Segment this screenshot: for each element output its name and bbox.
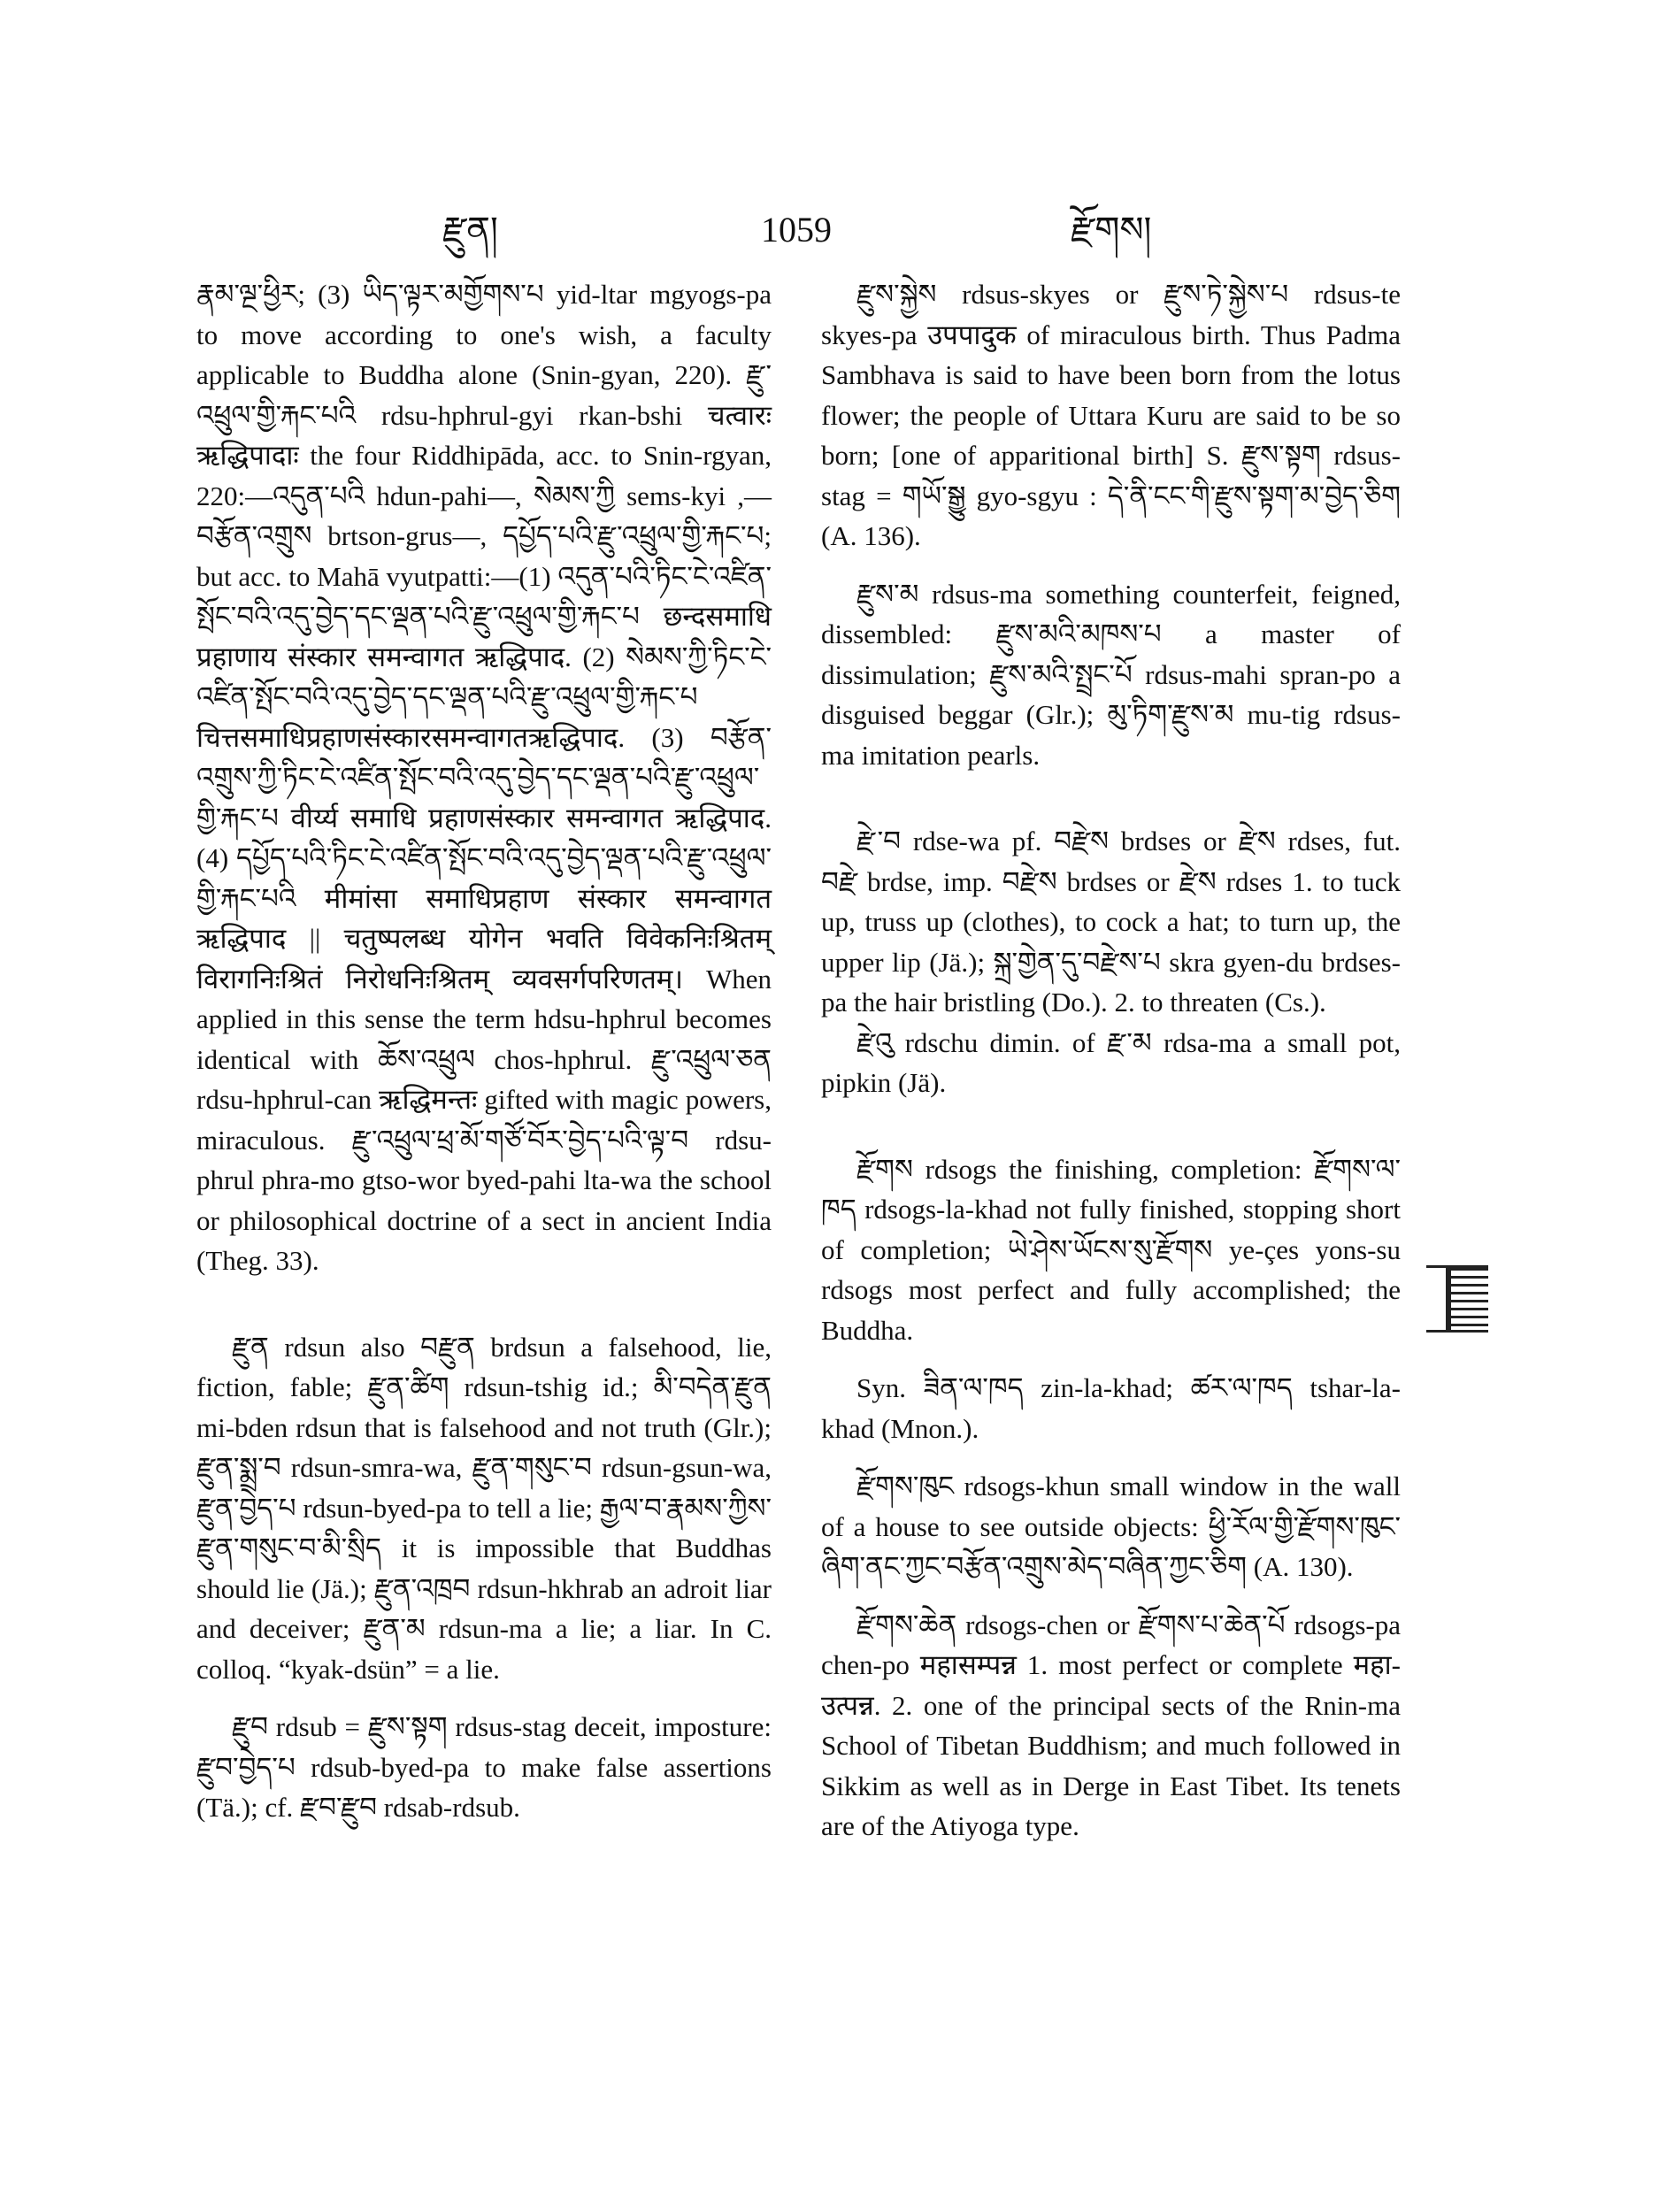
entry-rdsub: རྫུབ rdsub = རྫུས་སྟག rdsus-stag deceit, imposture: རྫུབ་བྱེད་པ rdsub-byed-pa to make false assertions (Tä.); cf. རྫབ་རྫུབ rdsab-rdsub. — [196, 1711, 772, 1823]
entry-rdschu: རྫེའུ rdschu dimin. of རྫ་མ rdsa-ma a small pot, pipkin (Jä). — [821, 1026, 1401, 1098]
left-column — [196, 274, 772, 1828]
entry-rdse-wa: རྫེ་བ rdse-wa pf. བརྫེས brdses or རྫེས rdses, fut. བརྫེ brdse, imp. བརྫེས brdses or རྫེས rdses 1. to tuck up, truss up (clothes), to cock a hat; to turn up, the upper lip (Jä.); སྐྲ་གྱེན་དུ་བརྫེས་པ skra gyen-du brdses-pa the hair bristling (Do.). 2. to threaten (Cs.). — [821, 826, 1401, 1018]
entry-rdsogs: རྫོགས rdsogs the finishing, completion: རྫོགས་ལ་ཁད rdsogs-la-khad not fully finished, stopping short of completion; ཡེ་ཤེས་ཡོངས་སུ་རྫོགས ye-çes yons-su rdsogs most perfect and fully accomplished; the Buddha. — [821, 1153, 1401, 1346]
page-number: 1059 — [761, 210, 832, 250]
entry-rdsogs-khun: རྫོགས་ཁུང rdsogs-khun small window in the wall of a house to see outside objects: ཕྱི་རོལ་གྱི་རྫོགས་ཁུང་ཞིག་ནང་ཀྱང་བརྩོན་འགྲུས་མེད་བཞིན་ཀྱང་ཅིག (A. 130). — [821, 1471, 1401, 1582]
page-header-right-word: རྫོགས། — [1071, 210, 1152, 250]
page-header-left-word: རྫུན། — [442, 210, 498, 250]
entry-rdsogs-chen: རྫོགས་ཆེན rdsogs-chen or རྫོགས་པ་ཆེན་པོ rdsogs-pa chen-po महासम्पन्न 1. most perfect or complete महा-उत्पन्न. 2. one of the principal sects of the Rnin-ma School of Tibetan Buddhism; and much followed in Sikkim as well as in Derge in East Tibet. Its tenets are of the Atiyoga type. — [821, 1609, 1401, 1841]
thumb-index-mark — [1426, 1265, 1488, 1333]
entry-rdsus-ma: རྫུས་མ rdsus-ma something counterfeit, feigned, dissembled: རྫུས་མའི་མཁས་པ a master of dissimulation; རྫུས་མའི་སྤྲང་པོ rdsus-mahi spran-po a disguised beggar (Glr.); མུ་ཏིག་རྫུས་མ mu-tig rdsus-ma imitation pearls. — [821, 578, 1401, 771]
entry-rdsus-skyes: རྫུས་སྐྱེས rdsus-skyes or རྫུས་ཏེ་སྐྱེས་པ rdsus-te skyes-pa उपपादुक of miraculous birth. Thus Padma Sambhava is said to have been born from the lotus flower; the people of Uttara Kuru are said to be so born; [one of apparitional birth] S. རྫུས་སྟག rdsus-stag = གཡོ་སྒྱུ gyo-sgyu : དེ་ནི་ངང་གི་རྫུས་སྟག་མ་བྱེད་ཅིག (A. 136). — [821, 279, 1401, 551]
right-column — [821, 274, 1401, 1847]
entry-synonyms: Syn. ཟིན་ལ་ཁད zin-la-khad; ཚར་ལ་ཁད tshar-la-khad (Mnon.). — [821, 1372, 1401, 1444]
entry-rdsun: རྫུན rdsun also བརྫུན brdsun a falsehood, lie, fiction, fable; རྫུན་ཚིག rdsun-tshig id.; མི་བདེན་རྫུན mi-bden rdsun that is falsehood and not truth (Glr.); རྫུན་སྨྲ་བ rdsun-smra-wa, རྫུན་གསུང་བ rdsun-gsun-wa, རྫུན་བྱེད་པ rdsun-byed-pa to tell a lie; རྒྱལ་བ་རྣམས་ཀྱིས་རྫུན་གསུང་བ་མི་སྲིད it is impossible that Buddhas should lie (Jä.); རྫུན་འཁྲབ rdsun-hkhrab an adroit liar and deceiver; རྫུན་མ rdsun-ma a lie; a liar. In C. colloq. “kyak-dsün” = a lie. — [196, 1331, 772, 1685]
entry-rdsu-hphrul-continued: རྣམ་ལྔ་ཕྱིར; (3) ཡིད་ལྟར་མགྱོགས་པ yid-ltar mgyogs-pa to move according to one's wish, a faculty applicable to Buddha alone (Snin-gyan, 220). རྫུ་འཕྲུལ་གྱི་རྐང་པའི rdsu-hphrul-gyi rkan-bshi चत्वारः ऋद्धिपादाः the four Riddhipāda, acc. to Snin-rgyan, 220:—འདུན་པའི hdun-pahi—, སེམས་ཀྱི sems-kyi ,—བརྩོན་འགྲུས brtson-grus—, དཔྱོད་པའི་རྫུ་འཕྲུལ་གྱི་རྐང་པ; but acc. to Mahā vyutpatti:—(1) འདུན་པའི་ཏིང་ངེ་འཛིན་སྤོང་བའི་འདུ་བྱེད་དང་ལྡན་པའི་རྫུ་འཕྲུལ་གྱི་རྐང་པ छन्दसमाधि प्रहाणाय संस्कार समन्वागत ऋद्धिपाद. (2) སེམས་ཀྱི་ཏིང་ངེ་འཛིན་སྤོང་བའི་འདུ་བྱེད་དང་ལྡན་པའི་རྫུ་འཕྲུལ་གྱི་རྐང་པ चित्तसमाधिप्रहाणसंस्कारसमन्वागतऋद्धिपाद. (3) བརྩོན་འགྲུས་ཀྱི་ཏིང་ངེ་འཛིན་སྤོང་བའི་འདུ་བྱེད་དང་ལྡན་པའི་རྫུ་འཕྲུལ་གྱི་རྐང་པ वीर्य्य समाधि प्रहाणसंस्कार समन्वागत ऋद्धिपाद. (4) དཔྱོད་པའི་ཏིང་ངེ་འཛིན་སྤོང་བའི་འདུ་བྱེད་ལྡན་པའི་རྫུ་འཕྲུལ་གྱི་རྐང་པའི मीमांसा समाधिप्रहाण संस्कार समन्वागत ऋद्धिपाद || चतुष्पलब्ध योगेन भवति विवेकनिःश्रितम् विरागनिःश्रितं निरोधनिःश्रितम् व्यवसर्गपरिणतम्। When applied in this sense the term hdsu-hphrul becomes identical with ཆོས་འཕྲུལ chos-hphrul. རྫུ་འཕྲུལ་ཅན rdsu-hphrul-can ऋद्धिमन्तः gifted with magic powers, miraculous. རྫུ་འཕྲུལ་ཕྲ་མོ་གཙོ་བོར་བྱེད་པའི་ལྟ་བ rdsu-phrul phra-mo gtso-wor byed-pahi lta-wa the school or philosophical doctrine of a sect in ancient India (Theg. 33). — [196, 279, 772, 1276]
